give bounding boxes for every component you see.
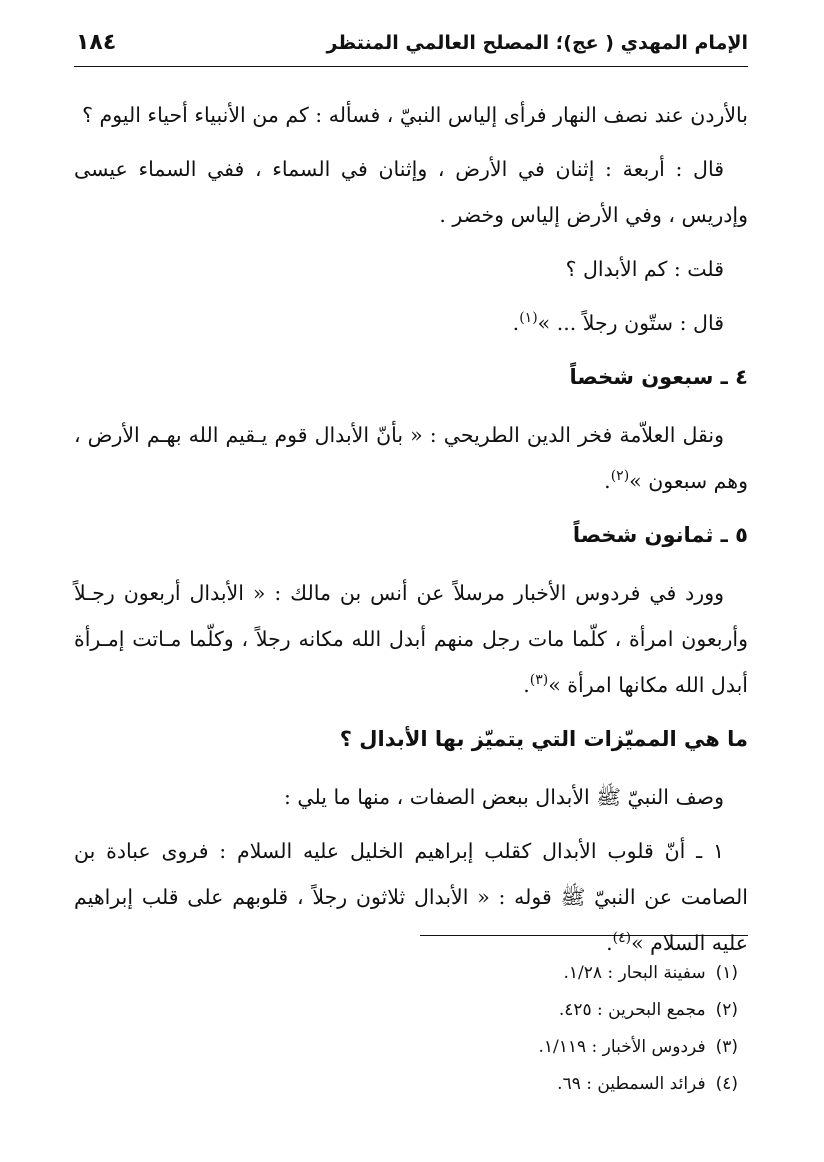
punctuation: . — [604, 469, 611, 493]
footnote-number: (١) — [715, 963, 738, 983]
footnote-number: (٤) — [715, 1074, 738, 1094]
page-number: ١٨٤ — [76, 30, 117, 55]
running-title: الإمام المهدي ( عج)؛ المصلح العالمي المنتظر — [326, 32, 748, 54]
running-header — [74, 26, 748, 67]
paragraph — [74, 570, 748, 708]
section-heading: ما هي المميّزات التي يتميّز بها الأبدال ؟ — [339, 727, 748, 751]
paragraph — [74, 828, 748, 966]
punctuation: . — [606, 931, 613, 955]
section-heading: ٥ ـ ثمانون شخصاً — [572, 523, 748, 547]
paragraph-text: ونقل العلاّمة فخر الدين الطريحي : « بأنّ الأبدال قوم يـقيم الله بهـم الأرض ، وهم سبعون » — [74, 423, 748, 493]
section-heading: ٤ ـ سبعون شخصاً — [569, 365, 748, 389]
footnote-ref: (٢) — [610, 468, 630, 485]
footnote-text: فرائد السمطين : ٦٩. — [557, 1074, 706, 1094]
paragraph: وصف النبيّ ﷺ الأبدال ببعض الصفات ، منها ما يلي : — [283, 785, 724, 809]
footnote-divider — [420, 935, 748, 936]
footnote-text: سفينة البحار : ١/٢٨. — [563, 963, 706, 983]
footnote — [318, 1029, 738, 1066]
footnote-text: مجمع البحرين : ٤٢٥. — [558, 1000, 706, 1020]
footnote — [318, 992, 738, 1029]
footnote-number: (٢) — [715, 1000, 738, 1020]
paragraph: قلت : كم الأبدال ؟ — [565, 257, 724, 281]
paragraph — [74, 300, 748, 346]
footnote-ref: (٣) — [529, 672, 549, 689]
punctuation: . — [512, 311, 520, 335]
paragraph-text: قال : ستّون رجلاً ... » — [537, 311, 724, 335]
footnote — [318, 1066, 738, 1103]
punctuation: . — [523, 673, 530, 697]
footnote-ref: (٤) — [612, 930, 632, 947]
paragraph — [74, 412, 748, 504]
paragraph: بالأردن عند نصف النهار فرأى إلياس النبيّ ، فسأله : كم من الأنبياء أحياء اليوم ؟ — [82, 103, 748, 127]
footnote-text: فردوس الأخبار : ١/١١٩. — [538, 1037, 706, 1057]
paragraph-text: ١ ـ أنّ قلوب الأبدال كقلب إبراهيم الخليل عليه السلام : فروى عبادة بن الصامت عن النبيّ ﷺ قوله : « الأبدال ثلاثون رجلاً ، قلوبهم على قلب إبراهيم عليه السلام » — [74, 839, 748, 955]
main-text — [74, 92, 748, 974]
paragraph-text: وورد في فردوس الأخبار مرسلاً عن أنس بن مالك : « الأبدال أربعون رجـلاً وأربعون امرأة ، كلّما مات رجل منهم أبدل الله مكانه رجلاً ، وكلّما مـاتت إمـرأة أبدل الله مكانها امرأة » — [74, 581, 748, 697]
footnote-ref: (١) — [519, 310, 538, 327]
footnote-number: (٣) — [715, 1037, 738, 1057]
footnote — [318, 955, 738, 992]
footnotes — [318, 955, 738, 1103]
paragraph: قال : أربعة : إثنان في الأرض ، وإثنان في السماء ، ففي السماء عيسى وإدريس ، وفي الأرض إلياس وخضر . — [74, 157, 748, 227]
